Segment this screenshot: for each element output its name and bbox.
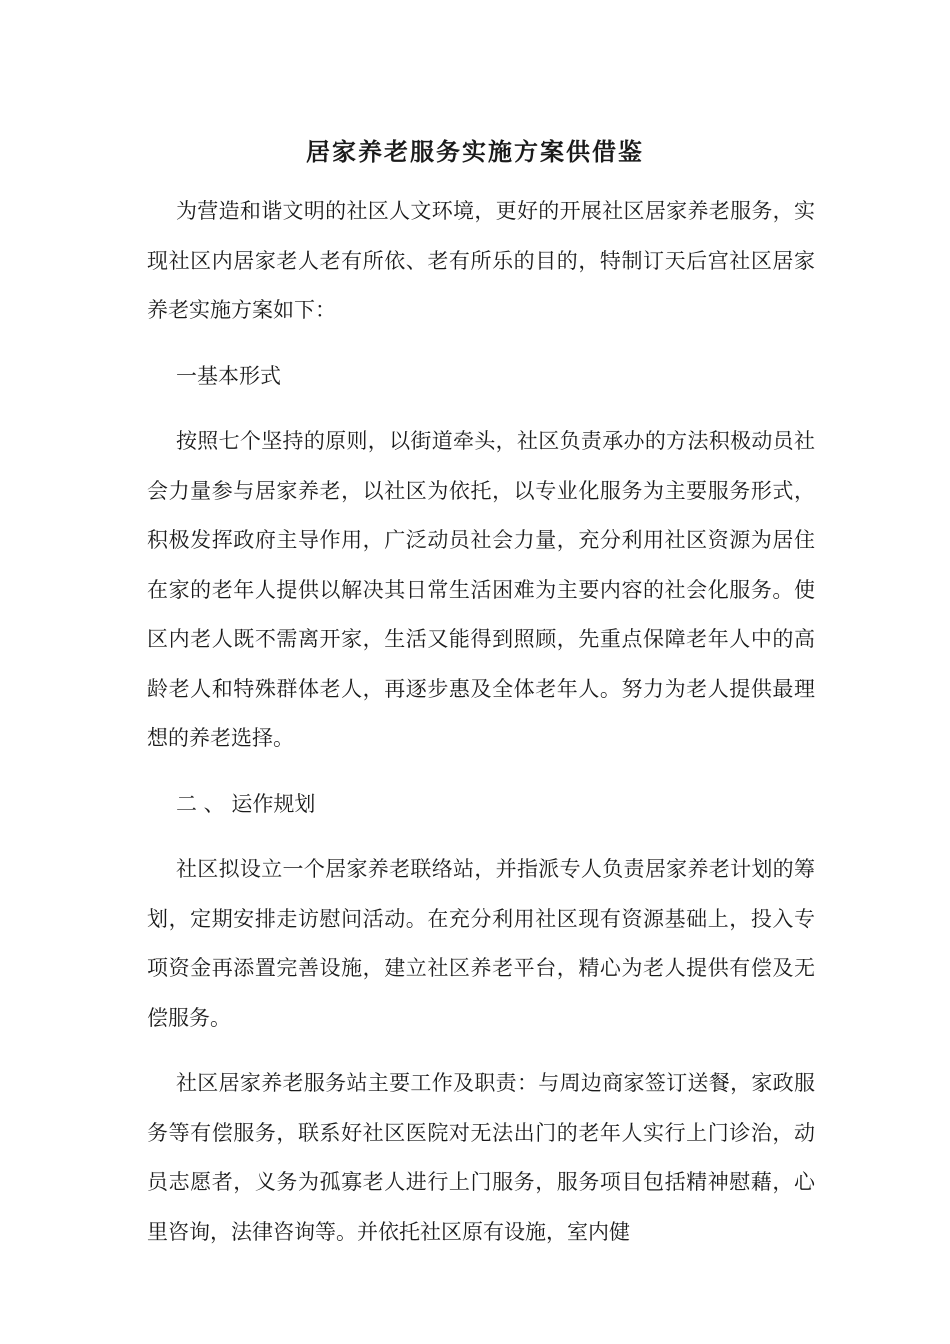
- paragraph-operation-plan: 社区拟设立一个居家养老联络站，并指派专人负责居家养老计划的筹划，定期安排走访慰问活动。在充分利用社区现有资源基础上，投入专项资金再添置完善设施，建立社区养老平台，精心为老人提供有偿及无偿服务。: [147, 857, 815, 1030]
- paragraph-basic-form: 按照七个坚持的原则，以街道牵头，社区负责承办的方法积极动员社会力量参与居家养老，以社区为依托，以专业化服务为主要服务形式，积极发挥政府主导作用，广泛动员社会力量，充分利用社区资源为居住在家的老年人提供以解决其日常生活困难为主要内容的社会化服务。使区内老人既不需离开家，生活又能得到照顾，先重点保障老年人中的高龄老人和特殊群体老人，再逐步惠及全体老年人。努力为老人提供最理想的养老选择。: [147, 429, 815, 750]
- document-title: 居家养老服务实施方案供借鉴: [306, 137, 644, 166]
- section-heading-basic-form: 一基本形式: [176, 363, 281, 388]
- document-body: [147, 187, 815, 1257]
- section-heading-operation-plan: 二 、 运作规划: [176, 791, 316, 816]
- paragraph-service-station: 社区居家养老服务站主要工作及职责：与周边商家签订送餐，家政服务等有偿服务，联系好社区医院对无法出门的老年人实行上门诊治，动员志愿者，义务为孤寡老人进行上门服务，服务项目包括精神慰藉，心里咨询，法律咨询等。并依托社区原有设施，室内健: [147, 1071, 815, 1244]
- paragraph-intro: 为营造和谐文明的社区人文环境，更好的开展社区居家养老服务，实现社区内居家老人老有所依、老有所乐的目的，特制订天后宫社区居家养老实施方案如下：: [147, 199, 815, 322]
